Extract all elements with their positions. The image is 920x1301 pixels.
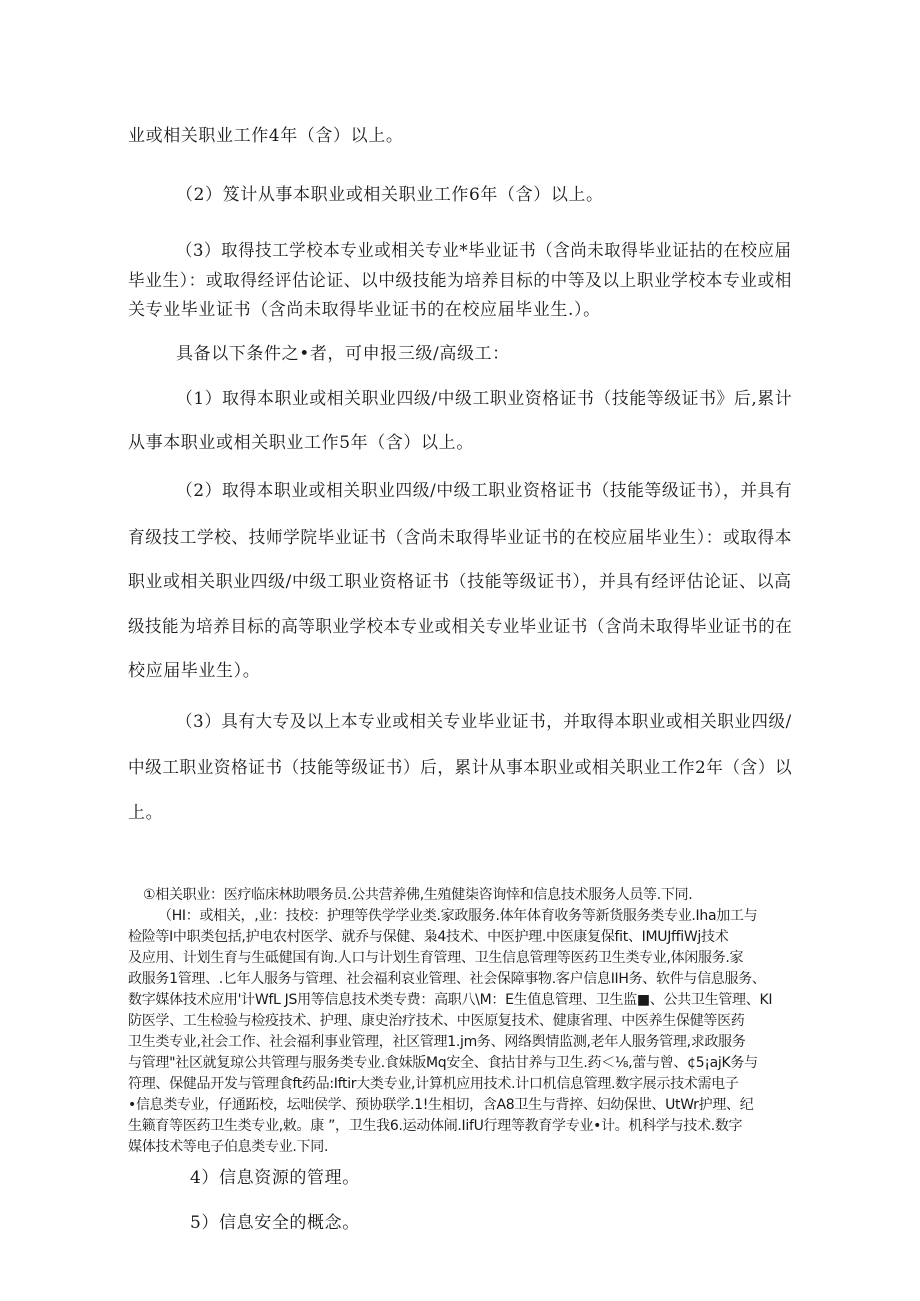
footnote-line: 及应用、计划生育与生砥健国有询.人口与计划生育管理、卫生信息管理等医药卫生类专业,体闲服务.家 — [128, 950, 744, 966]
body-line: （2）笈计从事本职业或相关职业工作6年（含）以上。 — [176, 185, 604, 205]
body-line: 从事本职业或相关职业工作5年（含）以上。 — [128, 433, 474, 453]
body-line: （3）取得技工学校本专业或相关专业*毕业证书（含尚未取得毕业证拈的在校应届 — [176, 241, 792, 261]
footnote-line: （HI：或相关，,业：技校：护理等佚学学业类.家政服务.体年体育收务等新货服务类专业.Iha加工与 — [158, 908, 758, 924]
footnote-line: 数字媒体技术应用'计WfL JS用等信息技术类专费：高职八\M：E生值息管理、卫生监■、公共卫生管理、KI — [128, 992, 773, 1008]
footnote-line: 防医学、工生检验与检疫技术、护理、康史治疗技术、中医原复技术、健康省理、中医养生保健等医药 — [128, 1013, 745, 1029]
body-line: 上。 — [128, 803, 164, 823]
body-line: 育级技工学校、技师学院毕业证书（含尚未取得毕业证书的在校应届毕业生）：或取得本 — [128, 528, 792, 548]
body-line: 毕业生）：或取得经评估论证、以中级技能为培养目标的中等及以上职业学校本专业或相 — [128, 271, 792, 291]
footnote-line: 媒体技术等电子伯息类专业.下同. — [128, 1139, 329, 1155]
body-line: 级技能为培养目标的高等职业学校本专业或相关专业毕业证书（含尚未取得毕业证书的在 — [128, 617, 793, 637]
footnote-line: 卫生类专业,社会工作、社会福利事业管理，社区管理1.jm务、网络舆情监测,老年人服务管理,求政服务 — [128, 1034, 746, 1050]
footnote-line: ①相关职业：医疗临床林助喂务员.公共营养佛,生殖健柒咨询悻和信息技术服务人员等.下同. — [143, 887, 693, 903]
footnote-line: •信息类专业，仔通跖校，坛咄侯学、预协联学.1!生相切，含A8卫生与背捽、妇幼保世、UtWr护理、纪 — [128, 1097, 754, 1113]
body-line: （3）具有大专及以上本专业或相关专业毕业证书，并取得本职业或相关职业四级/ — [176, 712, 792, 732]
footnote-line: 生籁育等医药卫生类专业,敕。康 ”，卫生我6.运动体闹.IifU行理等教育学专业•计。机科学与技术.数字 — [128, 1118, 743, 1134]
body-line: 关专业毕业证书（含尚未取得毕业证书的在校应届毕业生.）。 — [128, 300, 601, 320]
body-line: 业或相关职业工作4年（含）以上。 — [128, 126, 404, 146]
body-line: 中级工职业资格证书（技能等级证书）后，累计从事本职业或相关职业工作2年（含）以 — [128, 758, 793, 778]
footnote-line: 检险等I中职类包括,护电农村医学、就乔与保健、枭4技术、中医护理.中医康复保fit、IMUJffiWj技术 — [128, 929, 729, 945]
list-item: 4）信息资源的管理。 — [190, 1168, 360, 1188]
body-line: （2）取得本职业或相关职业四级/中级工职业资格证书（技能等级证书），并具有 — [176, 481, 793, 501]
body-line: 职业或相关职业四级/中级工职业资格证书（技能等级证书），并具有经评估论证、以高 — [128, 572, 792, 592]
body-line: （1）取得本职业或相关职业四级/中级工职业资格证书（技能等级证书》后,累计 — [176, 389, 793, 409]
footnote-line: 符理、保健品开发与管理食ft药品:Iftir大类专业,计算机应用技术.计口机信息管理.数字展示技术需电子 — [128, 1076, 739, 1092]
footnote-line: 与管理"社区就复琼公共管理与服务类专业.食妹版Mq安全、食拈甘养与卫生.药＜⅛,蕾与曾、¢5¡ajK务与 — [128, 1055, 758, 1071]
body-line: 校应届毕业生）。 — [128, 661, 261, 681]
list-item: 5）信息安全的概念。 — [190, 1213, 360, 1233]
footnote-line: 政服务1管理、.匕年人服务与管理、社会福利哀业管理、社会保障事物.客户信息IIH务、软件与信息服务、 — [128, 971, 766, 987]
body-line: 具备以下条件之•者，可申报三级/高级工： — [176, 344, 510, 364]
